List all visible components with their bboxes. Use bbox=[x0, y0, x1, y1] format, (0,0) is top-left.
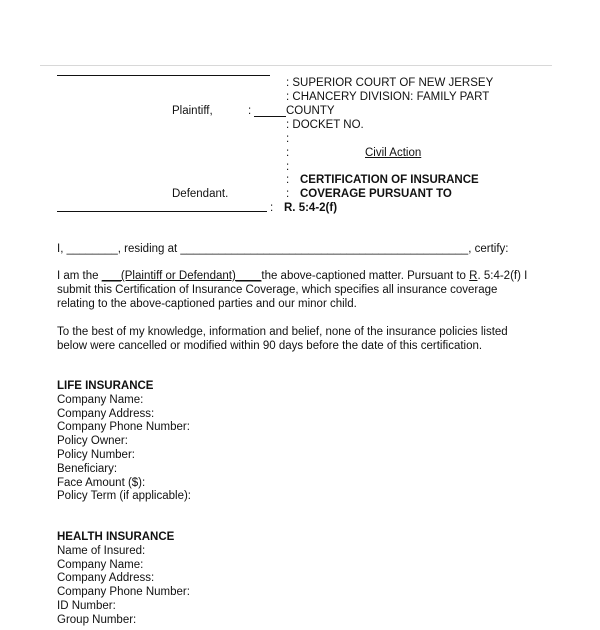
caption-colon-1: : bbox=[286, 133, 290, 145]
health-field: Company Phone Number: bbox=[57, 586, 190, 599]
cert-title-line-2: COVERAGE PURSUANT TO bbox=[300, 188, 452, 200]
life-field: Company Name: bbox=[57, 393, 144, 406]
paragraph-1 bbox=[57, 269, 537, 311]
intro-line: I, ________, residing at _____________________________________________, certify: bbox=[57, 243, 509, 255]
rule-reference: R bbox=[469, 270, 478, 282]
life-insurance-section bbox=[57, 380, 191, 504]
life-field: Company Address: bbox=[57, 407, 155, 420]
cert-title-line-1: CERTIFICATION OF INSURANCE bbox=[300, 174, 479, 186]
plaintiff-colon: : bbox=[248, 105, 252, 117]
life-insurance-heading: LIFE INSURANCE bbox=[57, 380, 154, 392]
court-line-2: : CHANCERY DIVISION: FAMILY PART bbox=[286, 91, 490, 103]
court-line-1: : SUPERIOR COURT OF NEW JERSEY bbox=[286, 77, 494, 89]
health-insurance-section bbox=[57, 531, 190, 628]
county-blank-line bbox=[254, 116, 286, 117]
caption-colon-4: : bbox=[286, 174, 290, 186]
party-role-blank: ___(Plaintiff or Defendant)____ bbox=[101, 270, 262, 282]
life-field: Policy Number: bbox=[57, 448, 135, 461]
health-field: ID Number: bbox=[57, 599, 116, 612]
party-name-line-defendant bbox=[57, 211, 267, 212]
life-field: Company Phone Number: bbox=[57, 421, 190, 434]
health-insurance-heading: HEALTH INSURANCE bbox=[57, 531, 175, 543]
party-name-line-plaintiff bbox=[57, 75, 270, 76]
civil-action-label: Civil Action bbox=[365, 147, 422, 159]
plaintiff-label: Plaintiff, bbox=[172, 105, 213, 117]
para1-text-c: . 5:4-2(f) I submit this Certification of Insurance Coverage, which specifies all insurance coverage relating to the above-captioned parties and our minor child. bbox=[57, 270, 528, 310]
para1-text-b: the above-captioned matter. Pursuant to bbox=[261, 270, 470, 282]
paragraph-2: To the best of my knowledge, information and belief, none of the insurance policies listed below were cancelled or modified within 90 days before the date of this certification. bbox=[57, 326, 508, 352]
county-label: COUNTY bbox=[286, 105, 335, 117]
life-field: Face Amount ($): bbox=[57, 476, 146, 489]
defendant-colon: : bbox=[270, 202, 274, 214]
defendant-label: Defendant. bbox=[172, 188, 229, 200]
health-field: Group Number: bbox=[57, 613, 137, 626]
docket-label: : DOCKET NO. bbox=[286, 119, 364, 131]
para1-text-a: I am the bbox=[57, 270, 102, 282]
health-field: Company Address: bbox=[57, 572, 155, 585]
caption-colon-3: : bbox=[286, 161, 290, 173]
life-field: Beneficiary: bbox=[57, 462, 118, 475]
caption-colon-5: : bbox=[286, 188, 290, 200]
health-field: Name of Insured: bbox=[57, 544, 146, 557]
caption-colon-2: : bbox=[286, 147, 290, 159]
life-field: Policy Owner: bbox=[57, 435, 128, 448]
cert-title-line-3: R. 5:4-2(f) bbox=[284, 202, 338, 214]
life-field: Policy Term (if applicable): bbox=[57, 490, 192, 503]
health-field: Company Name: bbox=[57, 558, 144, 571]
page-top-rule bbox=[40, 65, 552, 66]
